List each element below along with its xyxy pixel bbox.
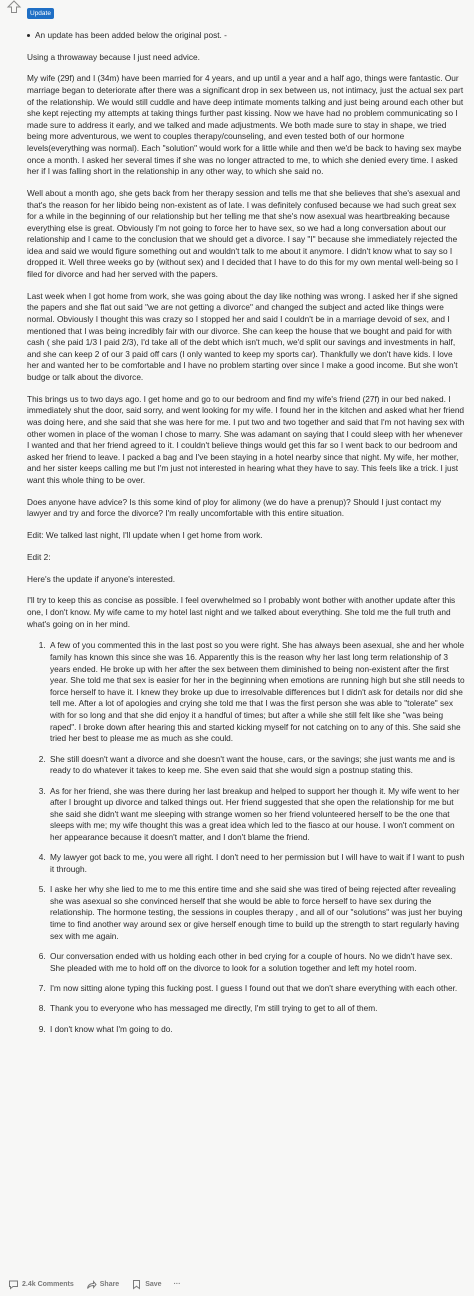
edit-note: Edit: We talked last night, I'll update when I get home from work.: [27, 530, 263, 541]
share-icon: [86, 1279, 97, 1290]
save-button[interactable]: [131, 1279, 161, 1290]
update-item: 1. A few of you commented this in the last post so you were right. She has always been asexual, she and her whole family has known this since she was 16. Apparently this is the reason why her last long term relationship of 3 years ended. He broke up with her after the sex between them diminished to being non-existent after the first year. She told me that sex is easier for her in the beginning when emotions are running high but she still needs to force herself to have it. I knew they broke up due to irresolvable differences but I didn't ask for details nor did she tell me. After a lot of apologies and crying she told me that I was the first person she was able to "tolerate" sex with for so long and that she did enjoy it a handful of times; but after a while she still felt like she "was being raped". I broke down after hearing this and started kicking myself for not catching on to any of this. She said she tried her best to please me as much as she could.: [48, 640, 465, 744]
post-paragraph: Last week when I got home from work, she was going about the day like nothing was wrong. I asked her if she signed the papers and she flat out said "we are not getting a divorce" and changed the subject and acted like things were normal. Obviously I thought this was crazy so I stopped her and said I couldn't be in a marriage devoid of sex, and I mentioned that I was being incredibly fair with our divorce. She can keep the house that we bought and paid for with cash ( she paid 1/3 I paid 2/3), I'd take all of the debt which isn't much, we'd split our savings and investments in half, and she can keep 2 of our 3 paid off cars (I only wanted to keep my sports car). Thankfully we don't have kids. I love her and wanted her to be comfortable and I have no problem starting over since I make a good income. But she won't budge or talk about the divorce.: [27, 290, 458, 382]
post-paragraph: This brings us to two days ago. I get home and go to our bedroom and find my wife's friend (27f) in our bed naked. I immediately shut the door, said sorry, and went looking for my wife. I found her in the kitchen and asked what her friend was doing here, and she said that she was here for me. I put two and two together and said that I'm not having sex with other women in place of the woman I chose to marry. She was adamant on saying that I could sleep with her whenever I wanted and that her friend agreed to it. I couldn't believe things would get this far so I went back to our bedroom and asked her friend to leave. I packed a bag and I've been staying in a hotel nearby since that night. My wife, her mother, and her sister keeps calling me but I'm just not interested in hearing what they have to say. This feels like a trick. I just want this whole thing to be over.: [27, 393, 465, 485]
update-item: 7. I'm now sitting alone typing this fucking post. I guess I found out that we don't share everything with each other.: [48, 983, 465, 995]
update-list: [27, 640, 465, 1035]
update-item: 8. Thank you to everyone who has messaged me directly, I'm still trying to get to all of them.: [48, 1003, 465, 1015]
upvote-arrow-icon[interactable]: [6, 0, 22, 14]
update-item: 4. My lawyer got back to me, you were all right. I don't need to her permission but I will have to wait if I want to push it through.: [48, 852, 465, 875]
more-options-icon: ···: [173, 1280, 181, 1288]
update-item: 2. She still doesn't want a divorce and she doesn't want the house, cars, or the savings; she just wants me and is ready to do whatever it takes to keep me. She even said that she would sign a postnup stating this.: [48, 754, 465, 777]
post-paragraph: Using a throwaway because I just need advice.: [27, 51, 200, 62]
post-paragraph: Here's the update if anyone's interested.: [27, 573, 175, 584]
post-paragraph: Does anyone have advice? Is this some kind of ploy for alimony (we do have a prenup)? Should I just contact my lawyer and try and force the divorce? I'm really uncomfortable with this entire situation.: [27, 496, 442, 519]
share-button[interactable]: [86, 1279, 119, 1290]
post-flair: Update: [27, 8, 54, 19]
update-note: An update has been added below the original post. -: [27, 30, 465, 42]
post-paragraph: I'll try to keep this as concise as possible. I feel overwhelmed so I probably wont bother with another update after this one, I don't know. My wife came to my hotel last night and we talked about everything. She told me the full truth and what's going on in her mind.: [27, 595, 456, 629]
share-label: Share: [99, 1280, 120, 1288]
post-actions-bar: [8, 1276, 468, 1292]
update-item: 3. As for her friend, she was there during her last breakup and helped to support her though it. My wife went to her after I brought up divorce and talked things out. Her friend suggested that she open the relationship for me but she said she didn't want me sleeping with strange women so her friend volunteered herself to be the one that sleeps with me; my wife thought this was a great idea which led to the fiasco at our house. I won't comment on her appearance because it doesn't matter, and I don't blame the friend.: [48, 786, 465, 844]
more-options-button[interactable]: [174, 1281, 181, 1288]
update-item: 6. Our conversation ended with us holding each other in bed crying for a couple of hours. No we didn't have sex. She pleaded with me to hold off on the divorce to look for a solution together and left my hotel room.: [48, 951, 465, 974]
comments-button[interactable]: [8, 1279, 74, 1290]
save-label: Save: [145, 1280, 162, 1288]
post-paragraph: My wife (29f) and I (34m) have been married for 4 years, and up until a year and a half ago, things were fantastic. Our marriage began to deteriorate after there was a significant drop in sex between us, not intimacy, just the actual sex part of the relationship. We would still cuddle and have deep intimate moments talking and just being around each other but she kept rejecting my attempts at taking things further past kissing. Now we have had no problem communicating so I made sure to address it early, and we talked and made adjustments. We both made sure to stay in shape, we tried being more adventurous, we went to couples therapy/counseling, and even tested both of our hormone levels(everything was normal). Each "solution" would work for a little while and then we'd be back to having sex maybe once a month. I asked her several times if she was no longer attracted to me, to which she denied every time. I asked her if I was falling short in the relationship in any other way, to which she said no.: [27, 73, 464, 177]
update-item: 5. I aske her why she lied to me to me this entire time and she said she was tired of being rejected after revealing she was asexual so she convinced herself that she would be able to force herself to have sex during the relationship. The hormone testing, the sessions in couples therapy , and all of our "solutions" was just her buying time to find another way around sex or give herself enough time to build up the strength to start regularly having sex with me again.: [48, 884, 465, 942]
post-body: [27, 30, 465, 1044]
post-paragraph: Well about a month ago, she gets back from her therapy session and tells me that she believes that she's asexual and that's the reason for her libido being non-existent as of late. I was definitely confused because we had such great sex for a while in the beginning of our relationship but her telling me that she's now asexual was heartbreaking because everything else is great. Obviously I'm not going to force her to have sex, so we had a long conversation about our relationship and I came to the conclusion that we should get a divorce. I say "I" because she immediately rejected the idea and said we would figure something out and wouldn't talk to me about it anymore. I didn't know what to say so I dropped it. Well three weeks go by (without sex) and I decided that I have to do this for my own mental well-being so I filed for divorce and had her served with the papers.: [27, 187, 461, 280]
comment-icon: [8, 1279, 19, 1290]
update-item: 9. I don't know what I'm going to do.: [48, 1024, 465, 1036]
edit-heading: Edit 2:: [27, 551, 51, 562]
comments-count: 2.4k Comments: [22, 1280, 74, 1288]
bookmark-icon: [131, 1279, 142, 1290]
